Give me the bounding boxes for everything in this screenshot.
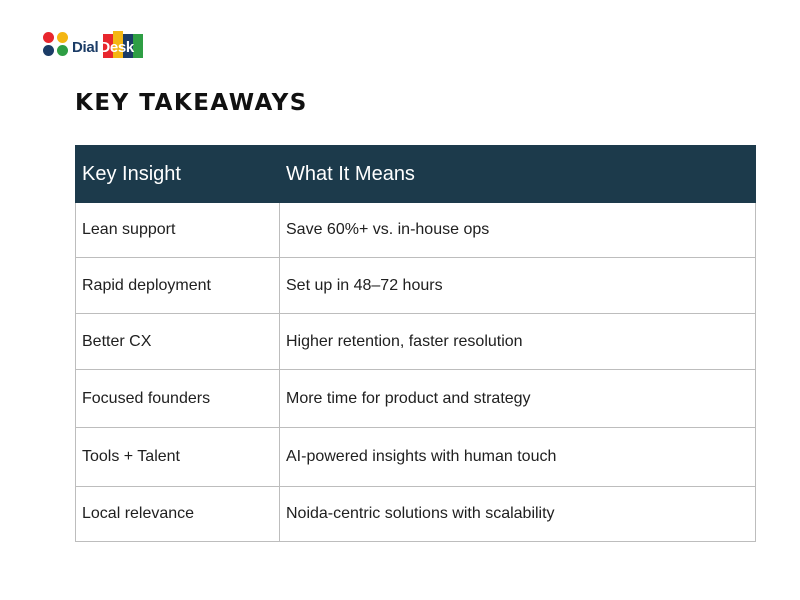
logo-dot-yellow bbox=[57, 32, 68, 43]
takeaways-table bbox=[75, 145, 756, 542]
logo-dot-green bbox=[57, 45, 68, 56]
table-header bbox=[76, 146, 756, 203]
table-row bbox=[76, 203, 756, 258]
table-row bbox=[76, 428, 756, 487]
logo-dot-navy bbox=[43, 45, 54, 56]
table-row bbox=[76, 487, 756, 542]
key-insight-cell: Focused founders bbox=[76, 370, 280, 428]
logo-wordmark bbox=[72, 39, 134, 57]
meaning-cell: AI-powered insights with human touch bbox=[280, 428, 756, 487]
key-insight-cell: Better CX bbox=[76, 314, 280, 370]
logo-text-dial: Dial bbox=[72, 39, 99, 56]
column-header-what-it-means: What It Means bbox=[280, 146, 756, 203]
meaning-cell: More time for product and strategy bbox=[280, 370, 756, 428]
meaning-cell: Save 60%+ vs. in-house ops bbox=[280, 203, 756, 258]
page-title: KEY TAKEAWAYS bbox=[75, 90, 308, 116]
key-insight-cell: Tools + Talent bbox=[76, 428, 280, 487]
meaning-cell: Higher retention, faster resolution bbox=[280, 314, 756, 370]
meaning-cell: Set up in 48–72 hours bbox=[280, 258, 756, 314]
key-insight-cell: Rapid deployment bbox=[76, 258, 280, 314]
key-insight-cell: Lean support bbox=[76, 203, 280, 258]
meaning-cell: Noida-centric solutions with scalability bbox=[280, 487, 756, 542]
table-header-row bbox=[76, 146, 756, 203]
column-header-key-insight: Key Insight bbox=[76, 146, 280, 203]
table-row bbox=[76, 258, 756, 314]
logo-bar-green bbox=[133, 34, 143, 58]
table-row bbox=[76, 314, 756, 370]
logo-dot-red bbox=[43, 32, 54, 43]
logo-text-desk: Desk bbox=[99, 39, 134, 56]
table-row bbox=[76, 370, 756, 428]
table-body bbox=[76, 203, 756, 542]
key-insight-cell: Local relevance bbox=[76, 487, 280, 542]
dialdesk-logo bbox=[43, 31, 147, 59]
